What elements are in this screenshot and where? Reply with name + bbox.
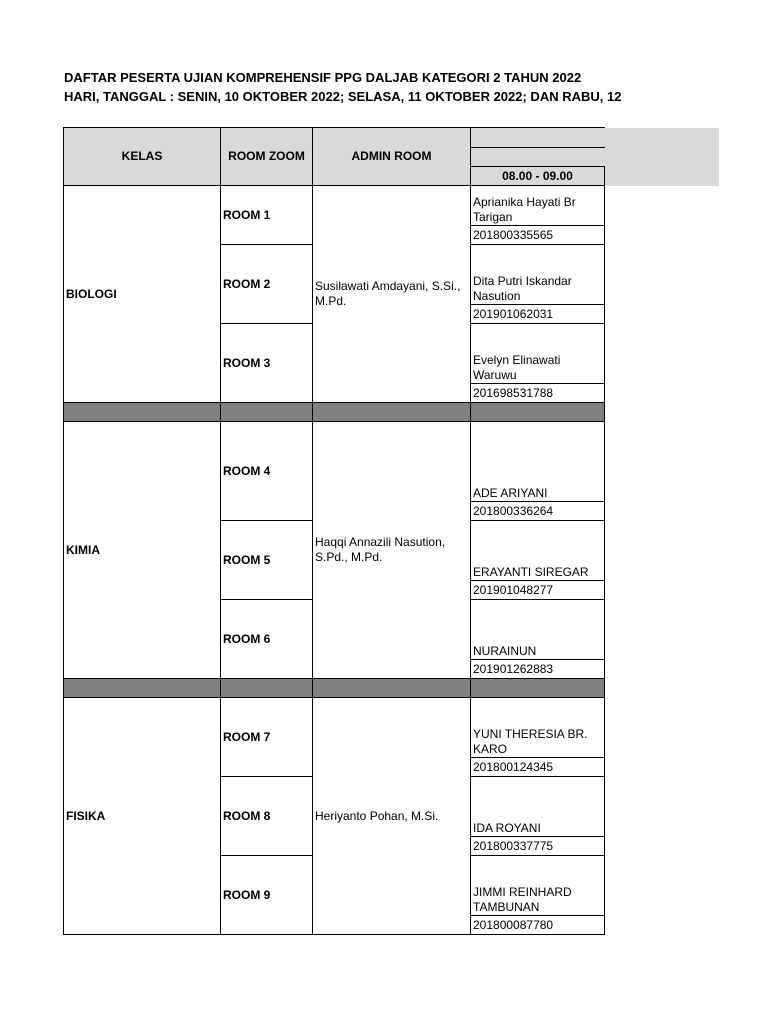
admin-cell: Haqqi Annazili Nasution, S.Pd., M.Pd. <box>313 422 471 679</box>
participant-nim: 201901062031 <box>471 305 605 324</box>
document-subtitle-dates: HARI, TANGGAL : SENIN, 10 OKTOBER 2022; SELASA, 11 OKTOBER 2022; DAN RABU, 12 <box>64 89 622 104</box>
participant-name: Aprianika Hayati Br Tarigan <box>471 186 605 226</box>
room-cell: ROOM 1 <box>221 186 313 245</box>
room-cell: ROOM 4 <box>221 422 313 521</box>
participant-name: Evelyn Elinawati Waruwu <box>471 324 605 384</box>
participant-name: JIMMI REINHARD TAMBUNAN <box>471 856 605 916</box>
room-cell: ROOM 8 <box>221 777 313 856</box>
participant-nim: 201698531788 <box>471 384 605 403</box>
room-cell: ROOM 5 <box>221 521 313 600</box>
header-empty-cell <box>471 148 605 167</box>
header-time-slot: 08.00 - 09.00 <box>471 167 605 186</box>
admin-cell: Heriyanto Pohan, M.Si. <box>313 698 471 935</box>
participant-name: Dita Putri Iskandar Nasution <box>471 245 605 305</box>
participant-name: YUNI THERESIA BR. KARO <box>471 698 605 758</box>
room-cell: ROOM 6 <box>221 600 313 679</box>
participant-nim: 201800335565 <box>471 226 605 245</box>
room-cell: ROOM 7 <box>221 698 313 777</box>
kelas-cell: KIMIA <box>64 422 221 679</box>
kelas-cell: FISIKA <box>64 698 221 935</box>
header-kelas: KELAS <box>64 128 221 186</box>
participant-nim: 201800337775 <box>471 837 605 856</box>
participant-nim: 201800124345 <box>471 758 605 777</box>
header-admin-room: ADMIN ROOM <box>313 128 471 186</box>
participant-name: ERAYANTI SIREGAR <box>471 521 605 581</box>
admin-cell: Susilawati Amdayani, S.Si., M.Pd. <box>313 186 471 403</box>
header-room-zoom: ROOM ZOOM <box>221 128 313 186</box>
participant-name: IDA ROYANI <box>471 777 605 837</box>
participant-table <box>63 127 605 935</box>
kelas-cell: BIOLOGI <box>64 186 221 403</box>
participant-name: NURAINUN <box>471 600 605 660</box>
room-cell: ROOM 9 <box>221 856 313 935</box>
participant-nim: 201800336264 <box>471 502 605 521</box>
document-title: DAFTAR PESERTA UJIAN KOMPREHENSIF PPG DALJAB KATEGORI 2 TAHUN 2022 <box>64 70 582 85</box>
separator-row <box>64 403 605 422</box>
participant-nim: 201800087780 <box>471 916 605 935</box>
participant-nim: 201901262883 <box>471 660 605 679</box>
room-cell: ROOM 3 <box>221 324 313 403</box>
header-empty-cell <box>471 128 605 148</box>
participant-nim: 201901048277 <box>471 581 605 600</box>
participant-name: ADE ARIYANI <box>471 422 605 502</box>
room-cell: ROOM 2 <box>221 245 313 324</box>
separator-row <box>64 679 605 698</box>
